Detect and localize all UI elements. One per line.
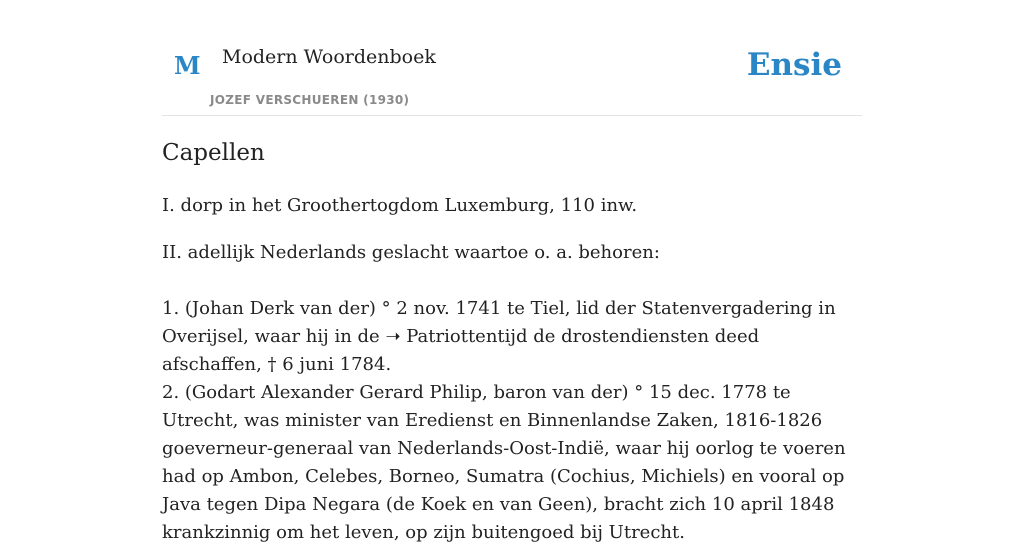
paragraph-family: II. adellijk Nederlands geslacht waartoe o. a. behoren: <box>162 242 660 263</box>
paragraph-village: I. dorp in het Groothertogdom Luxemburg, 110 inw. <box>162 195 638 216</box>
article-body <box>162 192 862 547</box>
book-logo-icon[interactable]: M <box>174 51 201 80</box>
site-logo-link[interactable]: Ensie <box>746 47 842 83</box>
page-container <box>162 0 862 543</box>
entry-item-2: 2. (Godart Alexander Gerard Philip, baron van der) ° 15 dec. 1778 te Utrecht, was minister van Eredienst en Binnenlandse Zaken, 1816-1826 goeverneur-generaal van Nederlands-Oost-Indië, waar hij oorlog te voeren had op Ambon, Celebes, Borneo, Sumatra (Cochius, Michiels) en vooral op Java tegen Dipa Negara (de Koek en van Geen), bracht zich 10 april 1848 krankzinnig om het leven, op zijn buitengoed bij Utrecht. <box>162 382 846 543</box>
entry-item-1 <box>162 295 862 379</box>
patriottentijd-link[interactable]: ➝ Patriottentijd <box>385 326 528 347</box>
book-title-link[interactable]: Modern Woordenboek <box>222 46 436 68</box>
entry-item-1-text-end: de drostendiensten deed afschaffen, † 6 juni 1784. <box>162 326 760 375</box>
book-author: JOZEF VERSCHUEREN (1930) <box>210 93 410 107</box>
header <box>162 0 862 116</box>
entry-item-1-text-start: 1. (Johan Derk van der) ° 2 nov. 1741 te Tiel, lid der Statenvergadering in Overijsel, waar hij in de <box>162 298 836 347</box>
page-title: Capellen <box>162 140 265 166</box>
